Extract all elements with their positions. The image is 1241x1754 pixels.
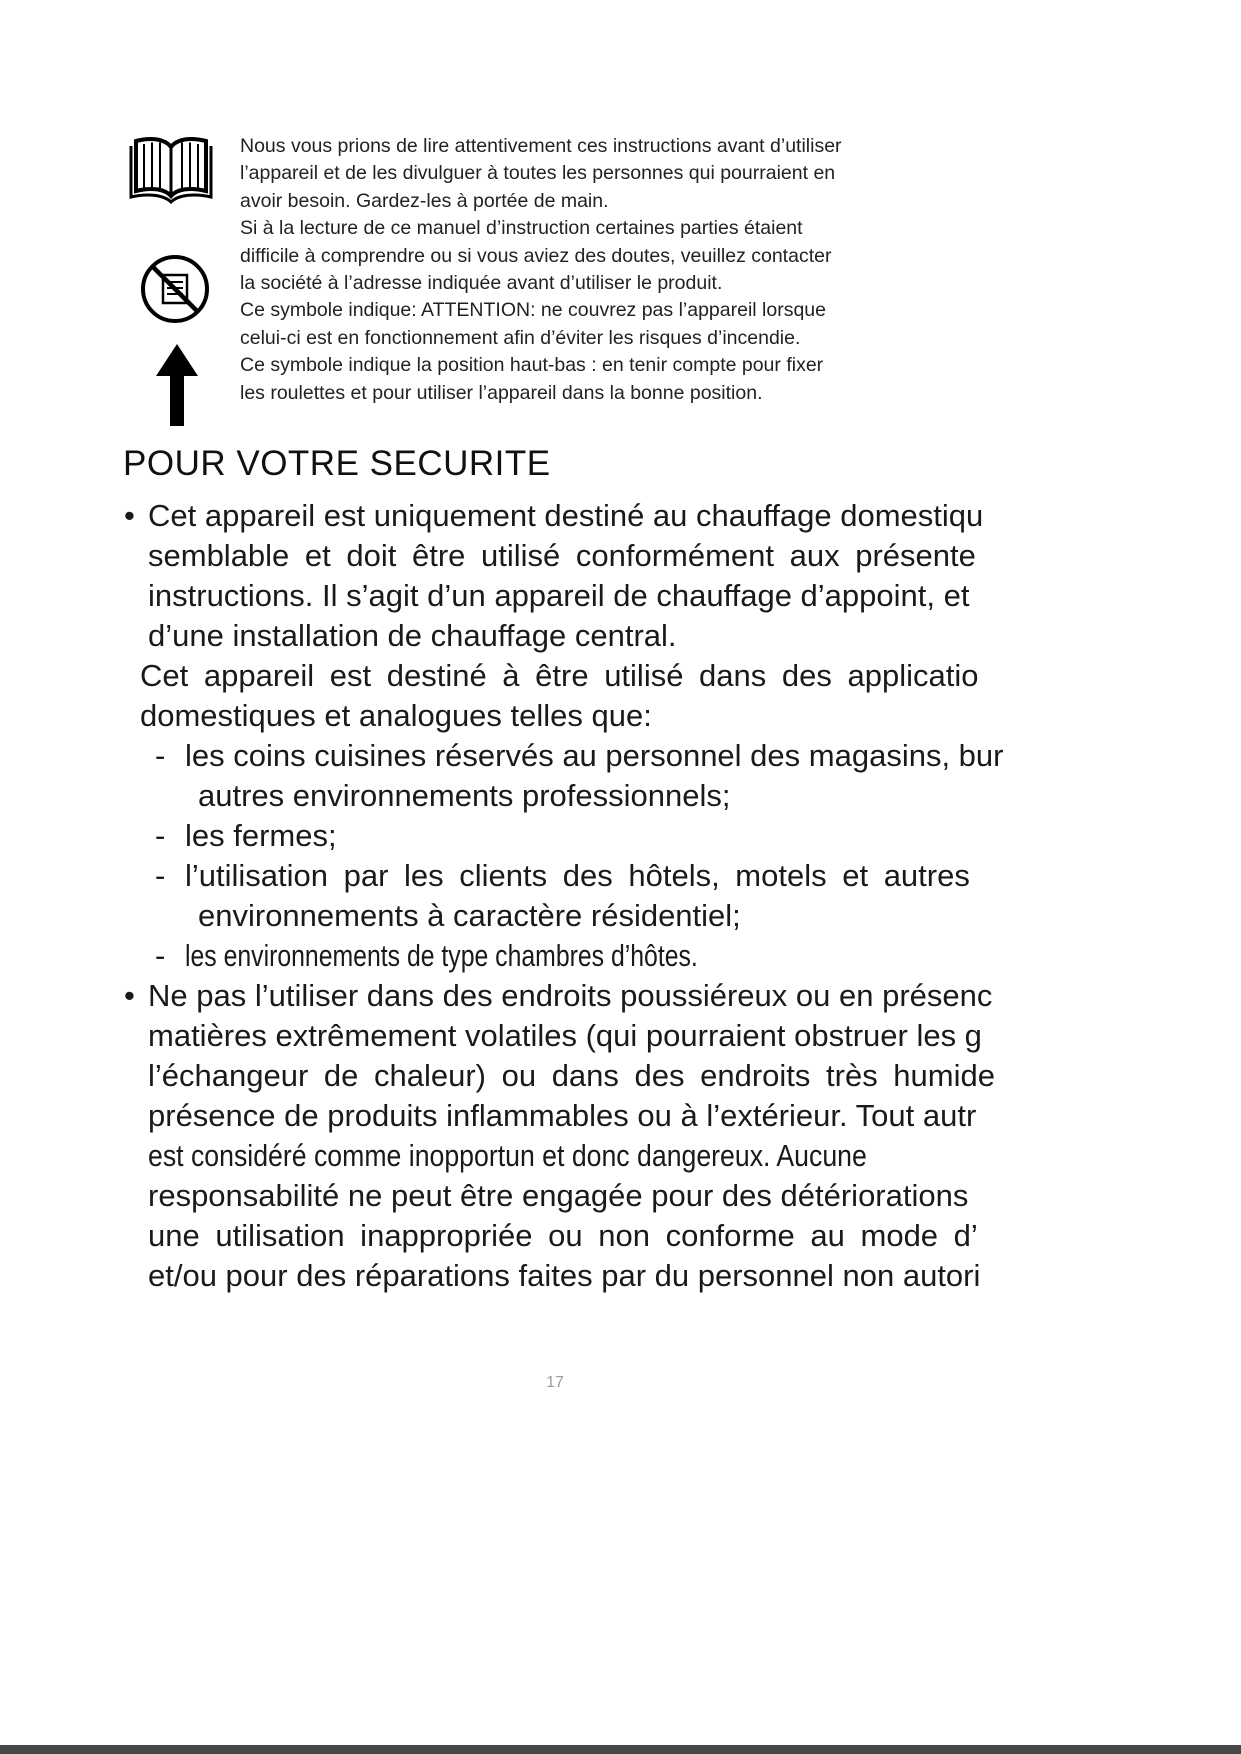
body-line: Cet appareil est destiné à être utilisé dans des applicatio xyxy=(140,658,979,693)
body-line: instructions. Il s’agit d’un appareil de chauffage d’appoint, et xyxy=(148,578,970,613)
notice-line: Si à la lecture de ce manuel d’instruction certaines parties étaient xyxy=(240,217,803,240)
notice-line: l’appareil et de les divulguer à toutes les personnes qui pourraient en xyxy=(240,162,836,185)
notice-line: Nous vous prions de lire attentivement ces instructions avant d’utiliser xyxy=(240,135,842,157)
body-line: • Cet appareil est uniquement destiné au chauffage domestiqu xyxy=(123,496,1241,536)
body-line: • Ne pas l’utiliser dans des endroits poussiéreux ou en présenc xyxy=(123,976,1241,1016)
body-line: responsabilité ne peut être engagée pour des détériorations xyxy=(148,1178,969,1213)
dash-marker: - xyxy=(155,818,166,853)
notice-line: Ce symbole indique: ATTENTION: ne couvrez pas l’appareil lorsque xyxy=(240,299,826,322)
notice-line: avoir besoin. Gardez-les à portée de main. xyxy=(240,189,609,212)
body-line: et/ou pour des réparations faites par du personnel non autori xyxy=(148,1258,981,1293)
up-arrow-icon xyxy=(156,344,198,431)
body-line: est considéré comme inopportun et donc dangereux. Aucune xyxy=(148,1138,867,1173)
page-number: 17 xyxy=(546,1374,564,1391)
body-line: autres environnements professionnels; xyxy=(198,778,731,813)
scan-edge-artifact xyxy=(0,1745,1241,1754)
dash-marker: - xyxy=(155,738,166,773)
notice-line: celui-ci est en fonctionnement afin d’éviter les risques d’incendie. xyxy=(240,326,801,349)
dash-marker: - xyxy=(155,858,166,893)
body-line: présence de produits inflammables ou à l’extérieur. Tout autr xyxy=(148,1098,977,1133)
do-not-cover-icon xyxy=(138,252,212,331)
body-line: domestiques et analogues telles que: xyxy=(140,698,652,733)
body-line: - les environnements de type chambres d’hôtes. xyxy=(123,936,1241,976)
section-title: POUR VOTRE SECURITE xyxy=(123,444,551,483)
body-line: d’une installation de chauffage central. xyxy=(148,618,677,653)
bullet-marker: • xyxy=(124,498,135,533)
bullet-marker: • xyxy=(124,978,135,1013)
notice-line: la société à l’adresse indiquée avant d’utiliser le produit. xyxy=(240,272,723,295)
body-line: l’échangeur de chaleur) ou dans des endroits très humide xyxy=(148,1058,995,1093)
body-line: - les coins cuisines réservés au personnel des magasins, bur xyxy=(123,736,1241,776)
body-line: matières extrêmement volatiles (qui pourraient obstruer les g xyxy=(148,1018,982,1053)
body-line: - l’utilisation par les clients des hôtels, motels et autres xyxy=(123,856,1241,896)
body-lines xyxy=(123,496,1241,1296)
notice-line: Ce symbole indique la position haut-bas : en tenir compte pour fixer xyxy=(240,354,824,377)
body-line: une utilisation inappropriée ou non conforme au mode d’ xyxy=(148,1218,978,1253)
body-line: semblable et doit être utilisé conformément aux présente xyxy=(148,538,976,573)
notice-line: les roulettes et pour utiliser l’appareil dans la bonne position. xyxy=(240,381,763,404)
notice-lines xyxy=(240,133,842,407)
dash-marker: - xyxy=(155,938,166,973)
body-line: environnements à caractère résidentiel; xyxy=(198,898,741,933)
notice-line: difficile à comprendre ou si vous aviez des doutes, veuillez contacter xyxy=(240,244,832,267)
open-book-icon xyxy=(128,136,214,211)
body-line: - les fermes; xyxy=(123,816,1241,856)
